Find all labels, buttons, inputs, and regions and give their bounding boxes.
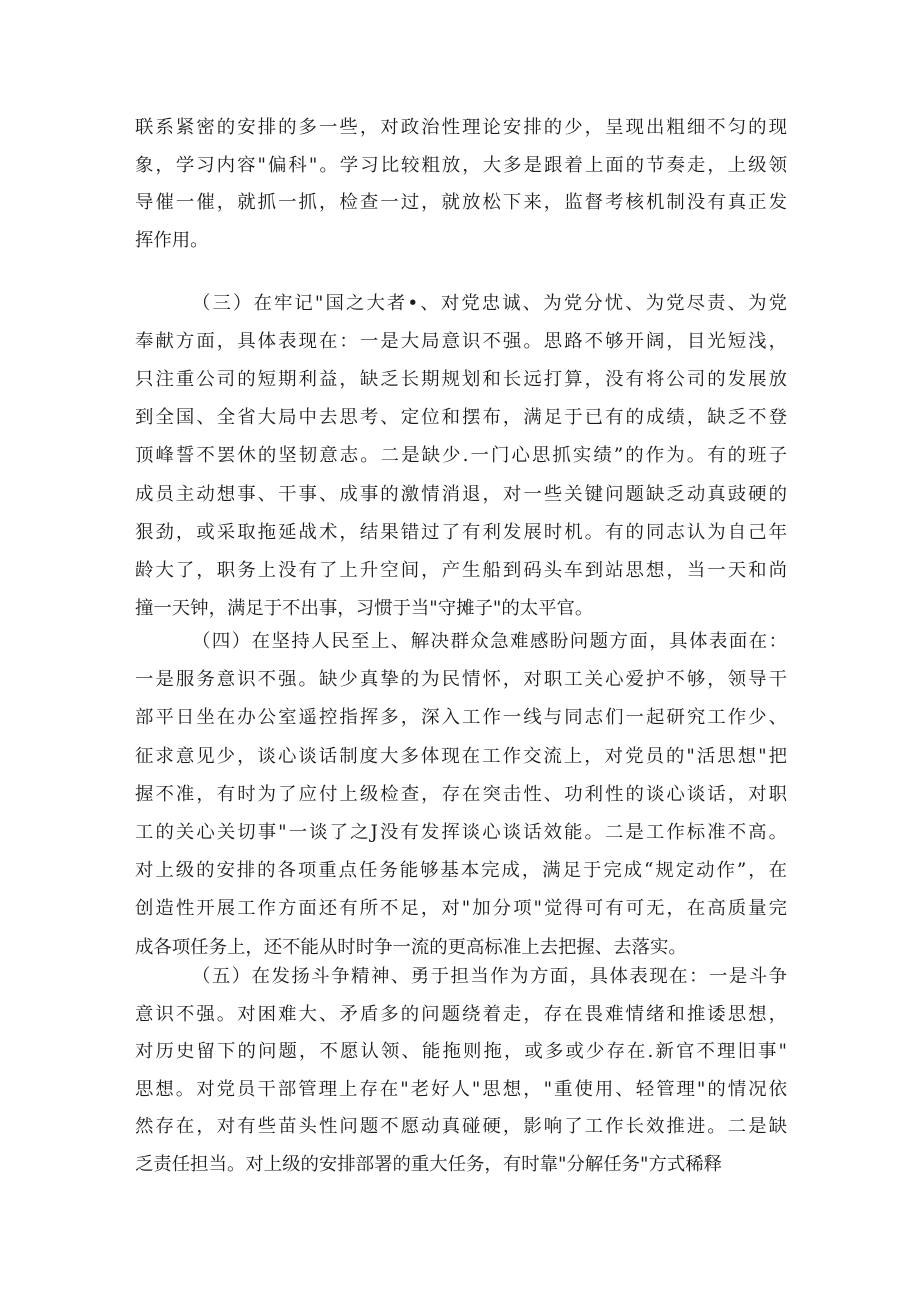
text-line-content: 成员主动想事、干事、成事的激情消退，对一些关键问题缺乏动真豉硬的 xyxy=(135,483,790,505)
text-line-content: 联系紧密的安排的多一些，对政治性理论安排的少，呈现出粗细不匀的现 xyxy=(135,117,790,138)
text-line xyxy=(0,1035,920,1069)
text-line-content: 导催一催，就抓一抓，检查一过，就放松下来，监督考核机制没有真正发 xyxy=(135,192,790,213)
text-line-content: 握不准，有时为了应付上级检查，存在突击性、功利性的谈心谈话，对职 xyxy=(135,783,790,805)
text-line xyxy=(0,149,920,183)
text-line-content: 然存在，对有些苗头性问题不愿动真碰硬，影响了工作长效推进。二是缺 xyxy=(135,1116,790,1137)
text-line-content: 挥作用。 xyxy=(135,229,209,251)
text-line xyxy=(0,592,920,626)
text-line-content: 奉献方面，具体表现在：一是大局意识不强。思路不够开阔，目光短浅， xyxy=(135,331,790,353)
text-line xyxy=(0,701,920,735)
text-line xyxy=(0,287,920,321)
text-line-content: 乏责任担当。对上级的安排部署的重大任务，有时靠"分解任务"方式稀释 xyxy=(135,1153,723,1175)
text-line xyxy=(0,478,920,512)
text-line-content: 意识不强。对困难大、矛盾多的问题绕着走，存在畏难情绪和推诿思想， xyxy=(135,1003,790,1025)
text-line-content: 创造性开展工作方面还有所不足，对"加分项"觉得可有可无，在高质量完 xyxy=(135,898,790,920)
text-line-content: （五）在发扬斗争精神、勇于担当作为方面，具体表现在：一是斗争 xyxy=(192,966,789,987)
text-line-content: 部平日坐在办公室遥控指挥多，深入工作一线与同志们一起研究工作少、 xyxy=(135,707,790,729)
text-line xyxy=(0,625,920,659)
text-line xyxy=(0,111,920,145)
text-line xyxy=(0,1073,920,1107)
text-line xyxy=(0,186,920,220)
text-line xyxy=(0,363,920,397)
text-line xyxy=(0,778,920,812)
text-line xyxy=(0,325,920,359)
text-line-content: （三）在牢记"国之大者•、对党忠诚、为党分忧、为党尽责、为党 xyxy=(192,293,790,314)
text-line-content: 思想。对党员干部管理上存在"老好人"思想，"重使用、轻管理"的情况依 xyxy=(135,1078,790,1100)
text-line-content: 征求意见少，谈心谈话制度大多体现在工作交流上，对党员的"活思想"把 xyxy=(135,745,790,767)
text-line xyxy=(0,554,920,588)
text-line-content: 成各项任务上，还不能从时时争一流的更高标准上去把握、去落实。 xyxy=(135,936,687,958)
text-line xyxy=(0,401,920,435)
text-line xyxy=(0,439,920,473)
text-line xyxy=(0,998,920,1032)
text-line-content: 对上级的安排的各项重点任务能够基本完成，满足于完成“规定动作”，在 xyxy=(135,860,789,882)
text-line-content: 到全国、全省大局中去思考、定位和摆布，满足于已有的成绩，缺乏不登 xyxy=(135,407,790,429)
text-line-content: 顶峰誓不罢休的坚韧意志。二是缺少.一门心思抓实绩”的作为。有的班子 xyxy=(135,445,790,467)
text-line-content: 一是服务意识不强。缺少真挚的为民情怀，对职工关心爱护不够，领导干 xyxy=(135,669,790,691)
text-line-content: 狠劲，或采取拖延战术，结果错过了有利发展时机。有的同志认为自己年 xyxy=(135,521,790,543)
text-line-content: 工的关心关切事"一谈了之J没有发挥谈心谈话效能。二是工作标准不高。 xyxy=(135,822,790,843)
text-line xyxy=(0,663,920,697)
text-line-content: 龄大了，职务上没有了上升空间，产生船到码头车到站思想，当一天和尚 xyxy=(135,559,790,581)
text-line-content: 象，学习内容"偏科"。学习比较粗放，大多是跟着上面的节奏走，上级领 xyxy=(135,154,790,176)
text-line xyxy=(0,1110,920,1144)
text-line xyxy=(0,960,920,994)
text-line xyxy=(0,816,920,850)
text-line xyxy=(0,224,920,258)
text-line xyxy=(0,516,920,550)
text-line-content: 只注重公司的短期利益，缺乏长期规划和长远打算，没有将公司的发展放 xyxy=(135,369,790,391)
text-line-content: （四）在坚持人民至上、解决群众急难感盼问题方面，具体表面在： xyxy=(192,631,789,652)
text-line-content: 撞一天钟，满足于不出事，习惯于当"守摊子"的太平官。 xyxy=(135,597,594,619)
text-line-content: 对历史留下的问题，不愿认领、能拖则拖，或多或少存在.新官不理旧事" xyxy=(135,1041,790,1062)
text-line xyxy=(0,892,920,926)
text-line xyxy=(0,854,920,888)
text-line xyxy=(0,740,920,774)
text-line xyxy=(0,1148,920,1182)
